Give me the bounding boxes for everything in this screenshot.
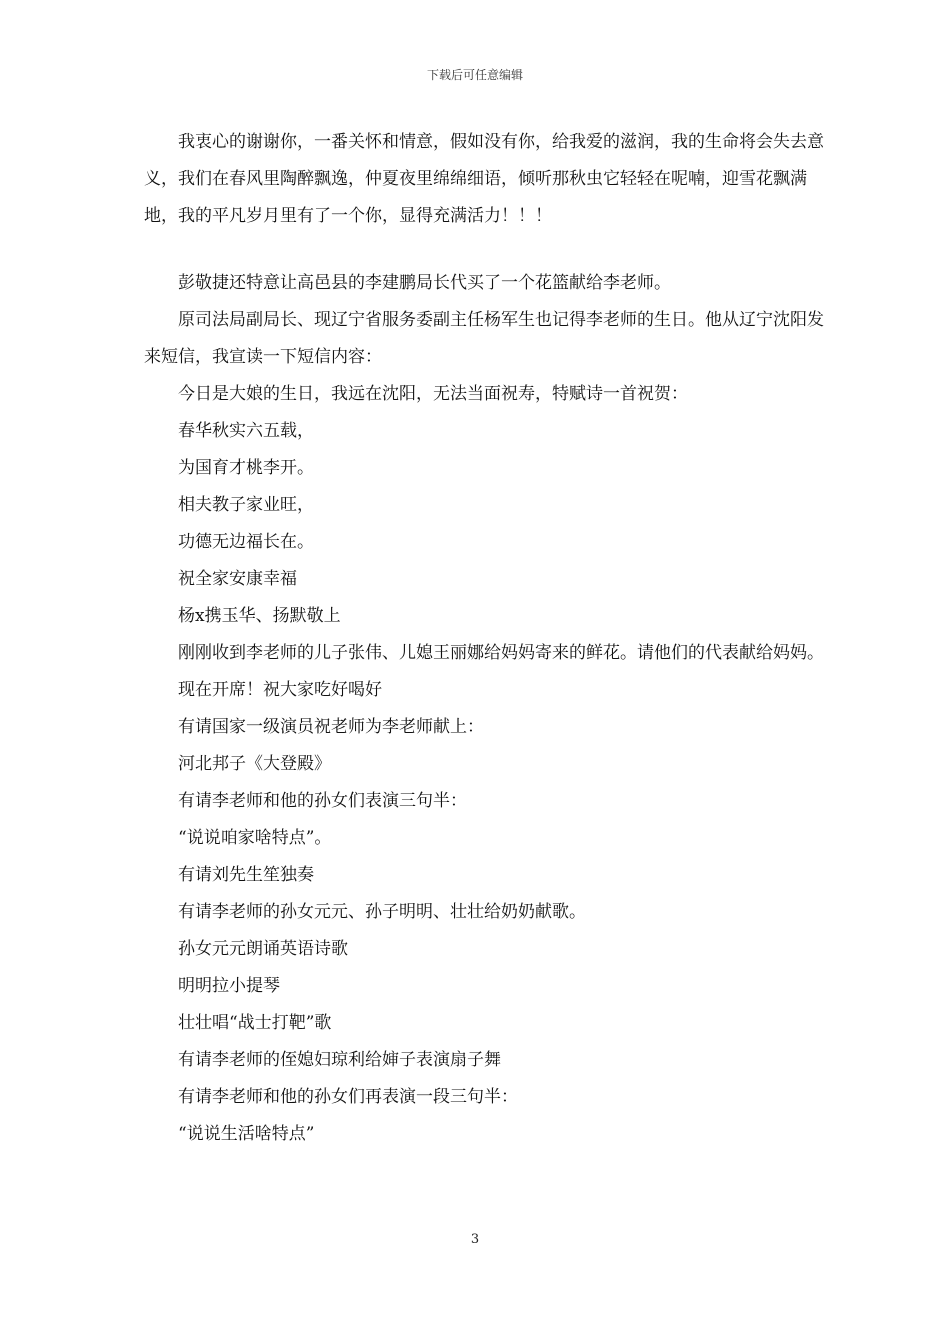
paragraph: 原司法局副局长、现辽宁省服务委副主任杨军生也记得李老师的生日。他从辽宁沈阳发来短信，我宣读一下短信内容： [144, 310, 824, 367]
page-header: 下载后可任意编辑 [426, 68, 523, 82]
poem-line: 功德无边福长在。 [178, 532, 314, 552]
paragraph: 彭敬捷还特意让高邑县的李建鹏局长代买了一个花篮献给李老师。 [178, 273, 671, 293]
page-number: 3 [470, 1232, 480, 1247]
paragraph: 有请李老师的孙女元元、孙子明明、壮壮给奶奶献歌。 [178, 902, 586, 922]
poem-line: 为国育才桃李开。 [178, 458, 314, 478]
paragraph: 孙女元元朗诵英语诗歌 [178, 939, 348, 959]
paragraph: 明明拉小提琴 [178, 976, 280, 996]
paragraph: 刚刚收到李老师的儿子张伟、儿媳王丽娜给妈妈寄来的鲜花。请他们的代表献给妈妈。 [178, 643, 824, 663]
poem-line: 春华秋实六五载， [178, 421, 314, 441]
paragraph: 河北邦子《大登殿》 [178, 754, 331, 774]
paragraph: 有请李老师的侄媳妇琼利给婶子表演扇子舞 [178, 1050, 501, 1070]
paragraph: 祝全家安康幸福 [178, 569, 297, 589]
paragraph-gap [144, 235, 824, 265]
document-body [144, 124, 824, 1153]
poem-line: 相夫教子家业旺， [178, 495, 314, 515]
paragraph: 杨x携玉华、扬默敬上 [178, 606, 341, 626]
paragraph: 有请李老师和他的孙女们表演三句半： [178, 791, 467, 811]
paragraph: 现在开席！祝大家吃好喝好 [178, 680, 382, 700]
paragraph: 有请李老师和他的孙女们再表演一段三句半： [178, 1087, 518, 1107]
paragraph: 有请刘先生笙独奏 [178, 865, 314, 885]
paragraph: “说说咱家啥特点”。 [178, 828, 332, 848]
paragraph: 今日是大娘的生日，我远在沈阳，无法当面祝寿，特赋诗一首祝贺： [178, 384, 688, 404]
paragraph: 壮壮唱“战士打靶”歌 [178, 1013, 332, 1033]
paragraph: 有请国家一级演员祝老师为李老师献上： [178, 717, 484, 737]
paragraph: 我衷心的谢谢你，一番关怀和情意，假如没有你，给我爱的滋润，我的生命将会失去意义，我们在春风里陶醉飘逸，仲夏夜里绵绵细语，倾听那秋虫它轻轻在呢喃，迎雪花飘满地，我的平凡岁月里有了一个你，显得充满活力！！！ [144, 132, 824, 226]
paragraph: “说说生活啥特点” [178, 1124, 315, 1144]
